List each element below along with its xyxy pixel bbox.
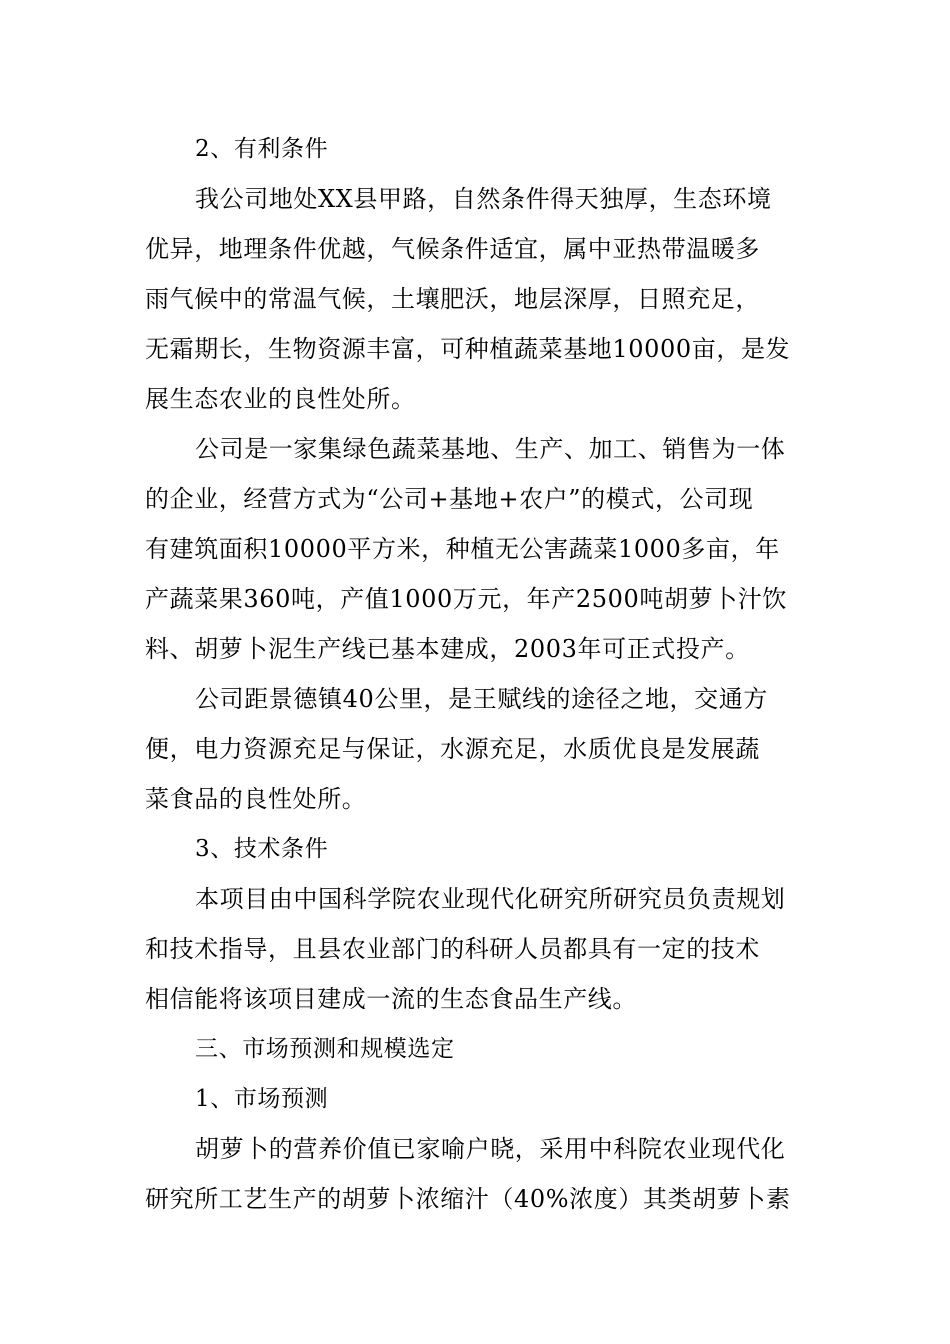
paragraph-location	[145, 174, 809, 424]
section-heading-technical-conditions: 3、技术条件	[195, 836, 329, 862]
paragraph-line: 胡萝卜的营养价值已家喻户晓，采用中科院农业现代化	[195, 1135, 786, 1163]
paragraph-line: 无霜期长，生物资源丰富，可种植蔬菜基地10000亩，是发	[145, 335, 791, 363]
paragraph-line: 优异，地理条件优越，气候条件适宜，属中亚热带温暖多	[145, 235, 760, 263]
paragraph-line: 公司是一家集绿色蔬菜基地、生产、加工、销售为一体	[195, 435, 786, 463]
paragraph-line: 有建筑面积10000平方米，种植无公害蔬菜1000多亩，年	[145, 535, 780, 563]
chapter-heading-market: 三、市场预测和规模选定	[195, 1036, 455, 1062]
paragraph-technical	[145, 874, 809, 1024]
paragraph-line: 我公司地处XX县甲路，自然条件得天独厚，生态环境	[195, 185, 772, 213]
paragraph-line: 展生态农业的良性处所。	[145, 385, 416, 413]
paragraph-line: 便，电力资源充足与保证，水源充足，水质优良是发展蔬	[145, 735, 760, 763]
paragraph-line: 产蔬菜果360吨，产值1000万元，年产2500吨胡萝卜汁饮	[145, 585, 787, 613]
section-heading-favorable-conditions: 2、有利条件	[195, 136, 329, 162]
paragraph-line: 本项目由中国科学院农业现代化研究所研究员负责规划	[195, 885, 786, 913]
paragraph-line: 雨气候中的常温气候，土壤肥沃，地层深厚，日照充足，	[145, 285, 760, 313]
paragraph-market	[145, 1124, 809, 1224]
paragraph-line: 研究所工艺生产的胡萝卜浓缩汁（40%浓度）其类胡萝卜素	[145, 1185, 791, 1213]
paragraph-line: 公司距景德镇40公里，是王赋线的途径之地，交通方	[195, 685, 768, 713]
section-heading-market-forecast: 1、市场预测	[195, 1086, 329, 1112]
document-page	[145, 124, 809, 1224]
paragraph-transport	[145, 674, 809, 824]
paragraph-line: 料、胡萝卜泥生产线已基本建成，2003年可正式投产。	[145, 635, 750, 663]
paragraph-line: 相信能将该项目建成一流的生态食品生产线。	[145, 985, 637, 1013]
paragraph-line: 和技术指导，且县农业部门的科研人员都具有一定的技术	[145, 935, 760, 963]
paragraph-line: 菜食品的良性处所。	[145, 785, 367, 813]
paragraph-company	[145, 424, 809, 674]
paragraph-line: 的企业，经营方式为“公司+基地+农户”的模式，公司现	[145, 485, 754, 513]
